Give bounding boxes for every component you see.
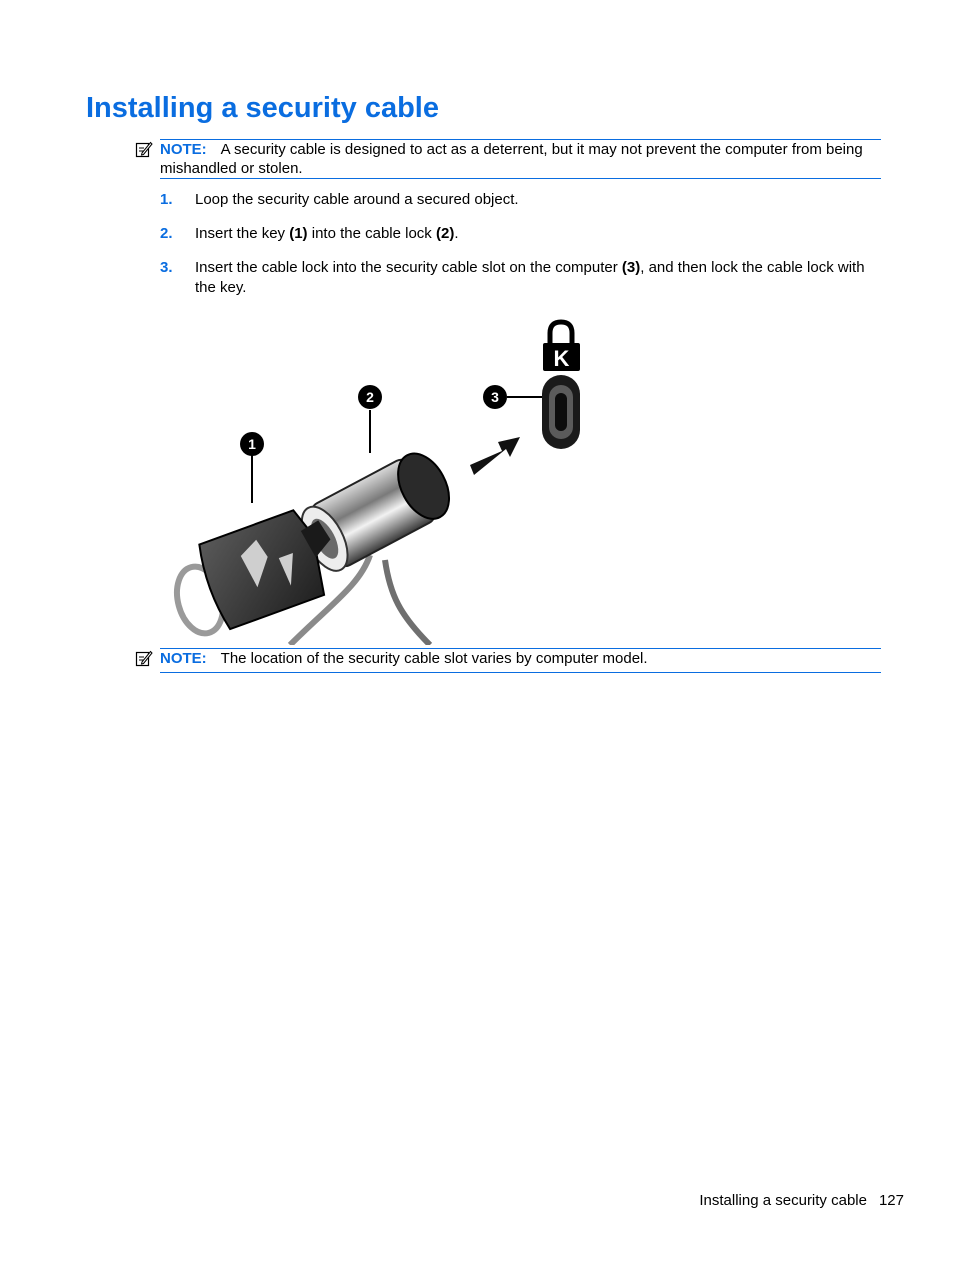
callout-2-label: 2	[366, 389, 374, 405]
step-item	[160, 190, 881, 210]
step-text: Insert the cable lock into the security cable slot on the computer	[195, 259, 622, 276]
step-item	[160, 258, 881, 298]
note-text: The location of the security cable slot varies by computer model.	[220, 650, 648, 667]
step-number: 2.	[160, 225, 173, 242]
page-title: Installing a security cable	[86, 92, 439, 124]
note-pencil-icon	[135, 140, 153, 159]
step-text: .	[454, 225, 459, 242]
note-label: NOTE:	[160, 141, 207, 158]
step-ref: (2)	[435, 225, 455, 242]
callout-1-label: 1	[248, 436, 256, 452]
footer-section-title: Installing a security cable	[699, 1192, 867, 1209]
step-number: 1.	[160, 191, 173, 208]
step-item	[160, 224, 881, 244]
step-ref: (1)	[289, 225, 308, 242]
note-pencil-icon	[135, 649, 153, 668]
cable	[385, 560, 430, 645]
lock-symbol-icon	[543, 322, 580, 371]
step-number: 3.	[160, 259, 173, 276]
step-text: into the cable lock	[307, 225, 436, 242]
step-text: , and then lock the cable lock with the key.	[195, 259, 865, 296]
steps-list	[160, 190, 881, 312]
page-number: 127	[878, 1192, 904, 1209]
security-cable-illustration	[170, 315, 590, 645]
note-box	[160, 139, 881, 179]
note-box	[160, 648, 881, 673]
lock-symbol-letter: K	[553, 346, 570, 371]
step-ref: (3)	[621, 259, 641, 276]
security-slot	[542, 375, 580, 449]
note-text: A security cable is designed to act as a deterrent, but it may not prevent the computer from being mishandled or stolen.	[160, 141, 863, 177]
step-text: Loop the security cable around a secured object.	[195, 191, 519, 208]
page-footer	[699, 1192, 904, 1209]
note-label: NOTE:	[160, 650, 207, 667]
step-text: Insert the key	[195, 225, 290, 242]
insert-arrow-icon	[470, 437, 520, 475]
callout-3-label: 3	[491, 389, 499, 405]
